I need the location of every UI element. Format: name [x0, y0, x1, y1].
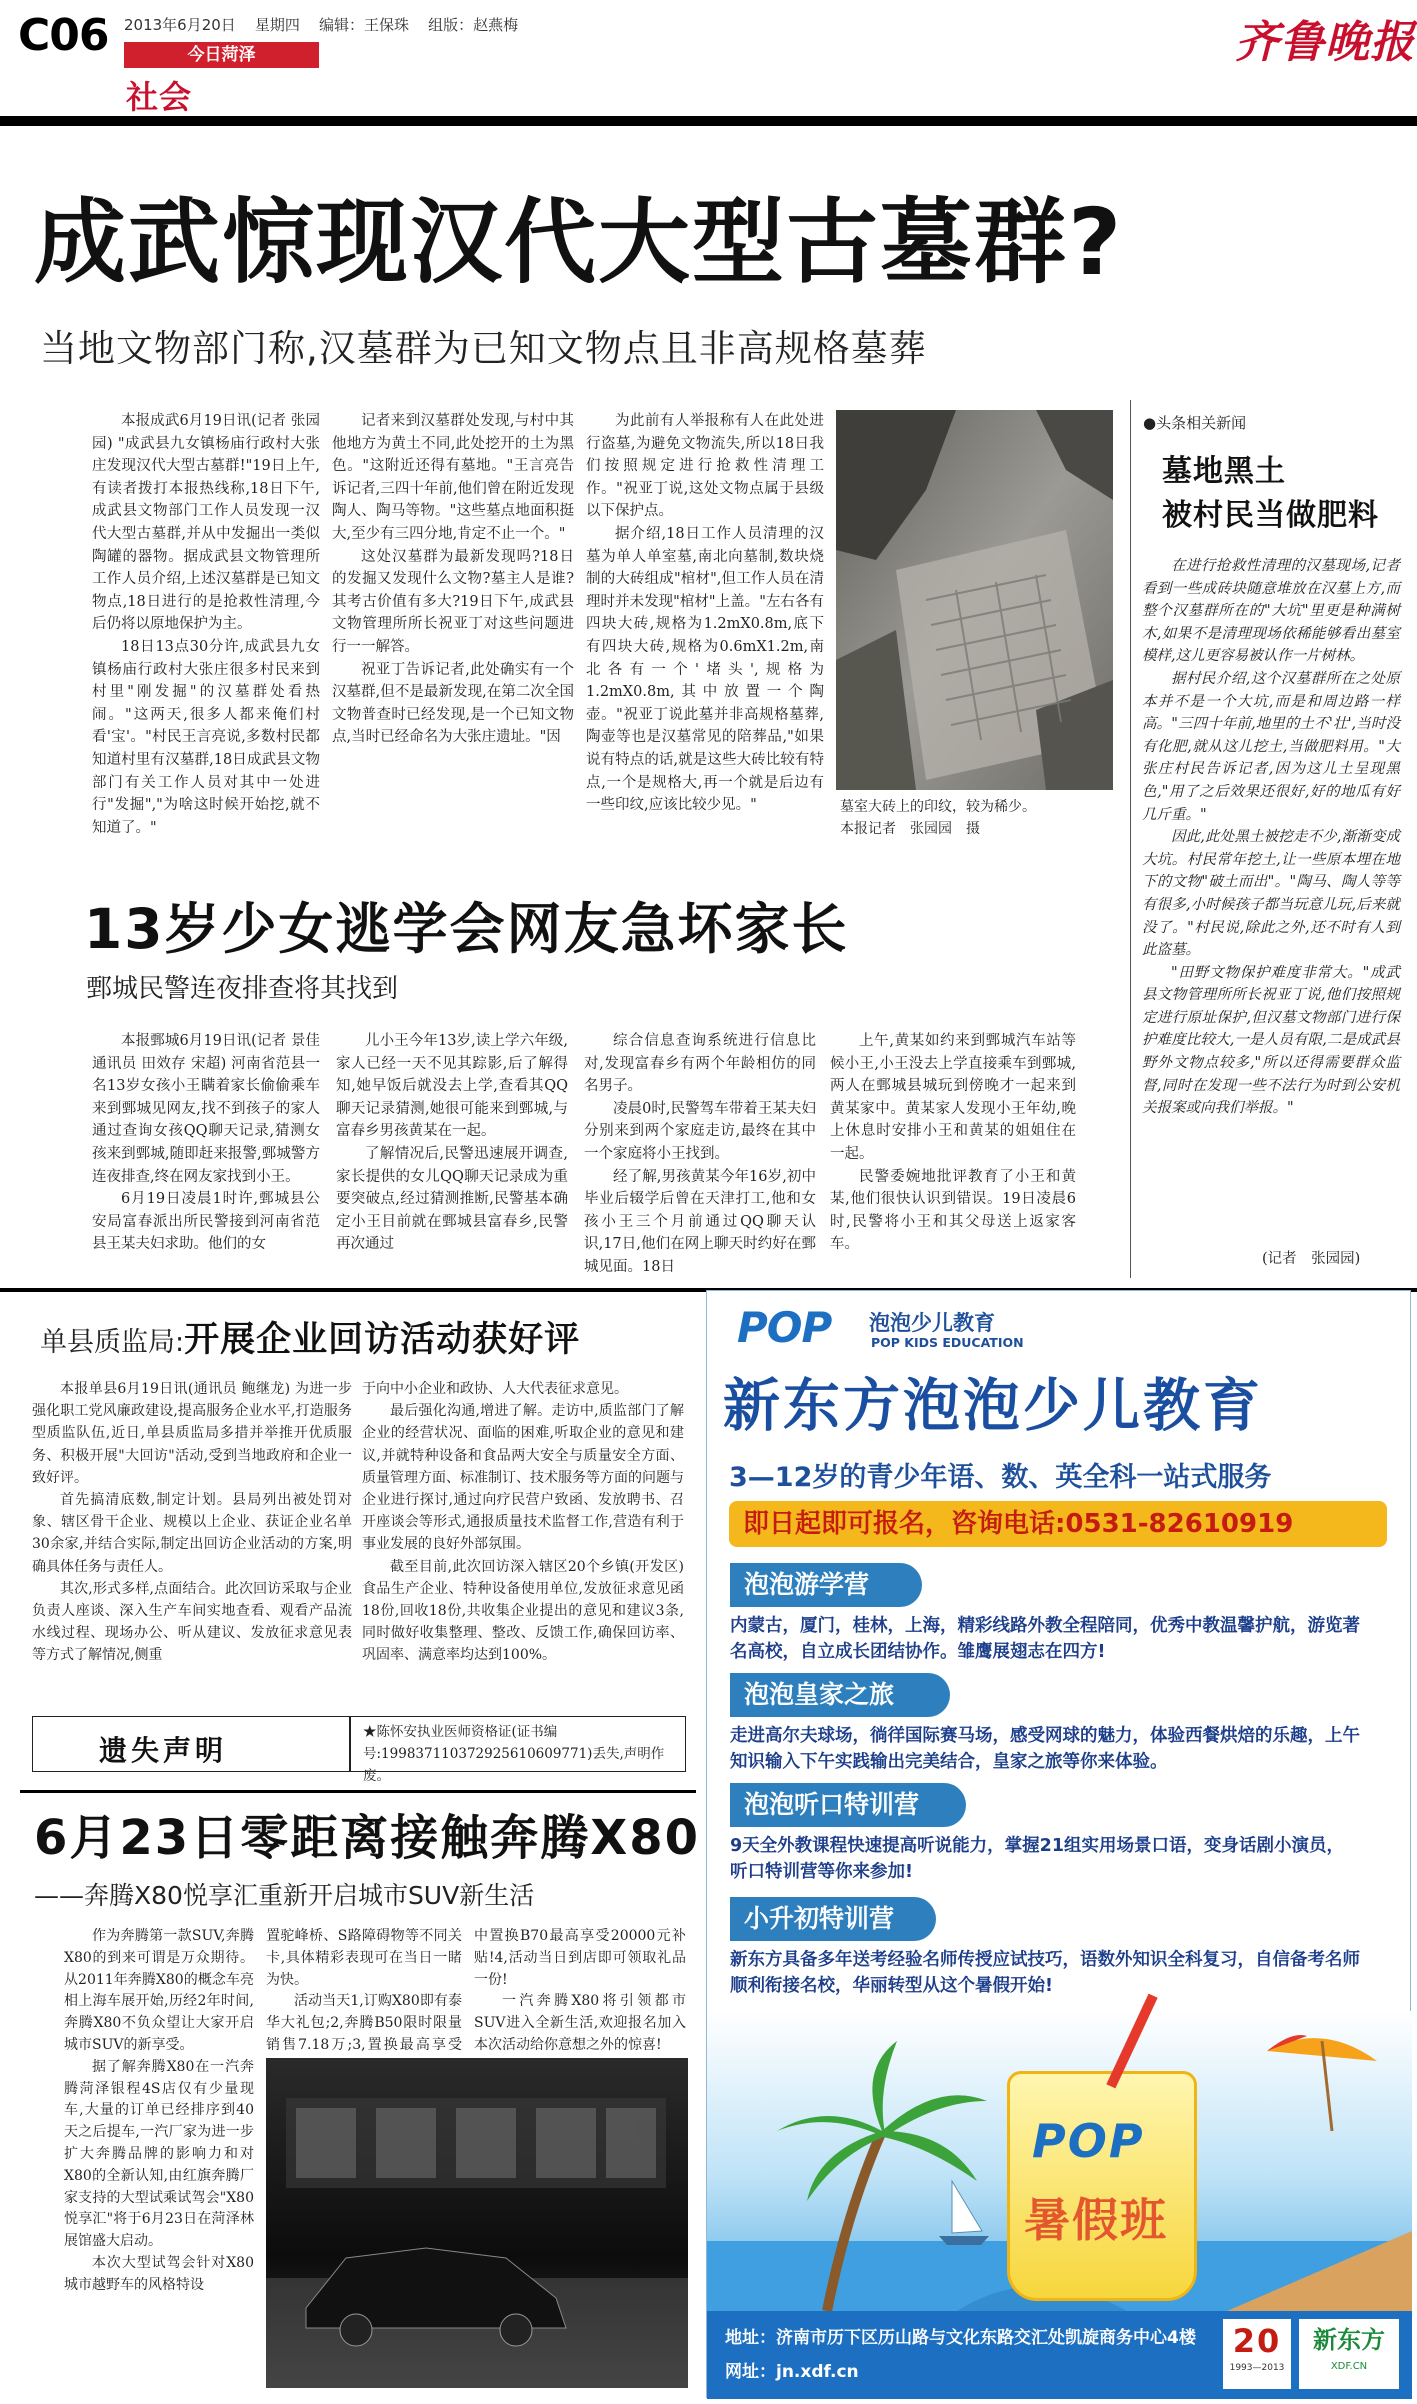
anniversary-badge	[1223, 2319, 1291, 2389]
story4-col2-p1: 置驼峰桥、S路障碍物等不同关卡,具体精彩表现可在当日一睹为快。	[266, 1928, 462, 1988]
summer-cup	[1007, 2071, 1197, 2301]
ad-item-body-2: 走进高尔夫球场，徜徉国际赛马场，感受网球的魅力，体验西餐烘焙的乐趣，上午知识输入下午实践输出完美结合，皇家之旅等你来体验。	[730, 1726, 1360, 1772]
ad-website: 网址：jn.xdf.cn	[725, 2362, 859, 2382]
story3-col2	[362, 1378, 684, 1688]
cup-pop-logo: POP	[1032, 2114, 1145, 2168]
story3-headline	[40, 1312, 580, 1362]
notice-title: 遗失声明	[99, 1734, 228, 1767]
car-showroom-image	[266, 2058, 688, 2388]
ad-brand-cn: 泡泡少儿教育	[869, 1311, 995, 1335]
car-photo	[266, 2058, 688, 2388]
photo-caption: 墓室大砖上的印纹，较为稀少。	[840, 799, 1036, 815]
ad-panel	[706, 1290, 1411, 2398]
story2-col3-p2: 凌晨0时,民警驾车带着王某夫妇分别来到两个家庭走访,最终在其中一个家庭将小王找到。	[584, 1100, 816, 1162]
story2-col3	[584, 1030, 816, 1278]
xdf-logo	[1299, 2319, 1399, 2389]
xdf-logo-text: 新东方	[1313, 2326, 1385, 2354]
sidebar-p3: 因此,此处黑土被挖走不少,渐渐变成大坑。村民常年挖土,让一些原本埋在地下的文物"破土而出"。"陶马、陶人等等有很多,小时候孩子都当玩意儿玩,后来就没了。"村民说,除此之外,还不时有人到此盗墓。	[1142, 829, 1400, 959]
ad-item-body-4: 新东方具备多年送考经验名师传授应试技巧，语数外知识全科复习，自信备考名师顺利衔接名校，华丽转型从这个暑假开始!	[730, 1950, 1360, 1996]
story2-col1	[92, 1030, 320, 1278]
sidebar-rule	[1130, 400, 1131, 1278]
ad-item-title-2: 泡泡皇家之旅	[730, 1673, 950, 1717]
story1-col2	[332, 410, 574, 835]
header-rule	[0, 116, 1417, 126]
ad-footer	[707, 2311, 1412, 2399]
story4-col1	[64, 1926, 254, 2394]
story4-col2-p2: 活动当天1,订购X80即有泰华大礼包;2,奔腾B50限时限量销售7.18万;3,置换最高享受	[266, 1993, 462, 2053]
story3-col2-p2: 最后强化沟通,增进了解。走访中,质监部门了解企业的经营状况、面临的困难,听取企业的意见和建议,并就特种设备和食品两大安全与质量安全方面、质量管理方面、标准制订、技术服务等方面的问题与企业进行探讨,通过向疗民营户致函、发放聘书、召开座谈会等形式,通报质量技术监督工作,营造有利于事业发展的良好外部氛围。	[362, 1403, 684, 1553]
notice-text: ★陈怀安执业医师资格证(证书编号:199837110372925610609771)丢失,声明作废。	[363, 1724, 665, 1784]
ad-item-body-3: 9天全外教课程快速提高听说能力，掌握21组实用场景口语，变身话剧小演员，听口特训营等你来参加!	[730, 1836, 1345, 1882]
story3-kicker: 单县质监局:	[40, 1327, 185, 1358]
ad-title: 新东方泡泡少儿教育	[723, 1373, 1263, 1439]
story2-subtitle: 鄄城民警连夜排查将其找到	[86, 974, 399, 1004]
cup-summer-text: 暑假班	[1024, 2193, 1168, 2247]
story4-col2	[266, 1926, 462, 2053]
story3-col1-p1: 本报单县6月19日讯(通讯员 鲍继龙) 为进一步强化职工党风廉政建设,提高服务企业水平,打造服务型质监队伍,近日,单县质监局多措并举推开优质服务、积极开展"大回访"活动,受到当地政府和企业一致好评。	[32, 1381, 352, 1486]
story2-col4-p1: 上午,黄某如约来到鄄城汽车站等候小王,小王没去上学直接乘车到鄄城,两人在鄄城县城玩到傍晚才一起来到黄某家中。黄某家人发现小王年幼,晚上休息时安排小王和黄某的姐姐住在一起。	[830, 1033, 1076, 1162]
section-name: 社会	[126, 78, 193, 116]
story4-rule	[20, 1790, 696, 1793]
story4-col1-p3: 本次大型试驾会针对X80城市越野车的风格特设	[64, 2254, 254, 2293]
story4-title: 6月23日零距离接触奔腾X80	[34, 1810, 701, 1866]
story2-col2-p2: 了解情况后,民警迅速展开调查,家长提供的女儿QQ聊天记录成为重要突破点,经过猜测推断,民警基本确定小王目前就在鄄城县富春乡,民警再次通过	[336, 1145, 568, 1253]
story1-col1	[92, 410, 320, 835]
story2-col1-p1: 本报鄄城6月19日讯(记者 景佳 通讯员 田效存 宋超) 河南省范县一名13岁女孩小王瞒着家长偷偷乘车来到鄄城见网友,找不到孩子的家人通过查询女孩QQ聊天记录,猜测女孩来到鄄城,随即赶来报警,鄄城警方连夜排查,终在网友家找到小王。	[92, 1033, 320, 1185]
sidebar-kicker-text: 头条相关新闻	[1156, 414, 1247, 432]
ad-tagline: 3—12岁的青少年语、数、英全科一站式服务	[729, 1462, 1272, 1493]
sidebar-p2: 据村民介绍,这个汉墓群所在之处原本并不是一个大坑,而是和周边路一样高。"三四十年前,地里的土不'壮',当时没有化肥,就从这儿挖土,当做肥料用。"大张庄村民告诉记者,因为这儿土呈现黑色,"用了之后效果还很好,好的地瓜有好几斤重。"	[1142, 670, 1400, 823]
header-layout: 组版：赵燕梅	[428, 16, 519, 34]
story3-col1-p3: 其次,形式多样,点面结合。此次回访采取与企业负责人座谈、深入生产车间实地查看、观看产品流水线过程、现场办公、听从建议、发放征求意见表等方式了解情况,侧重	[32, 1580, 352, 1664]
photo-credit: 本报记者 张园园 摄	[840, 821, 980, 837]
story3-col1	[32, 1378, 352, 1688]
story1-col1-p1: 本报成武6月19日讯(记者 张园园) "成武县九女镇杨庙行政村大张庄发现汉代大型古墓群!"19日上午,有读者拨打本报热线称,18日下午,成武县文物部门工作人员发现一汉代大型古墓群,并从中发掘出一类似陶罐的器物。据成武县文物管理所工作人员介绍,上述汉墓群是已知文物点,18日进行的是抢救性清理,今后仍将以原地保护为主。	[92, 413, 320, 633]
header-editor: 编辑：王保珠	[318, 16, 409, 34]
ad-address: 地址：济南市历下区历山路与文化东路交汇处凯旋商务中心4楼	[725, 2328, 1196, 2348]
story2-col3-p1: 综合信息查询系统进行信息比对,发现富春乡有两个年龄相仿的同名男子。	[584, 1033, 816, 1095]
sidebar-kicker: ●头条相关新闻	[1143, 414, 1247, 432]
page-number: C06	[18, 10, 109, 61]
sidebar-byline: (记者 张园园)	[1262, 1251, 1361, 1267]
story3-col2-p3: 截至目前,此次回访深入辖区20个乡镇(开发区)食品生产企业、特种设备使用单位,发放征求意见函18份,回收18份,共收集企业提出的意见和建议3条,同时做好收集整理、整改、反馈工作,确保回访率、巩固率、满意率均达到100%。	[362, 1558, 684, 1664]
story1-col2-p1: 记者来到汉墓群处发现,与村中其他地方为黄土不同,此处挖开的土为黑色。"这附近还得有墓地。"王言亮告诉记者,三四十年前,他们曾在附近发现陶人、陶马等物。"这些墓点地面积挺大,至少有三四分地,肯定不止一个。"	[332, 413, 574, 542]
sidebar-p4: "田野文物保护难度非常大。"成武县文物管理所所长祝亚丁说,他们按照规定进行原址保护,但汉墓文物部门进行保护难度比较大,一是人员有限,二是成武县野外文物点较多,"所以还得需要群众监督,同时在发现一些不法行为时到公安机关报案或向我们举报。"	[1142, 964, 1400, 1117]
story2-col4-p2: 民警委婉地批评教育了小王和黄某,他们很快认识到错误。19日凌晨6时,民警将小王和其父母送上返家客车。	[830, 1168, 1076, 1253]
story4-subtitle: ——奔腾X80悦享汇重新开启城市SUV新生活	[34, 1881, 535, 1910]
ad-item-title-4: 小升初特训营	[730, 1897, 936, 1941]
lost-notice	[32, 1716, 686, 1784]
sidebar-p1: 在进行抢救性清理的汉墓现场,记者看到一些成砖块随意堆放在汉墓上方,而整个汉墓群所在的"大坑"里更是种满树木,如果不是清理现场依稀能够看出墓室模样,这儿更容易被认作一片树林。	[1142, 558, 1400, 665]
story4-col3-p2: 一汽奔腾X80将引领都市SUV进入全新生活,欢迎报名加入本次活动给你意想之外的惊喜!	[474, 1993, 686, 2053]
paper-name: 齐鲁晚报	[1235, 17, 1415, 68]
pop-logo: POP	[737, 1303, 832, 1352]
story3-col2-p1: 于向中小企业和政协、人大代表征求意见。	[362, 1381, 628, 1397]
story4-col3-p1: 中置换B70最高享受20000元补贴!4,活动当日到店即可领取礼品一份!	[474, 1928, 686, 1988]
ad-item-title-1: 泡泡游学营	[730, 1563, 922, 1607]
story4-col1-p1: 作为奔腾第一款SUV,奔腾X80的到来可谓是万众期待。从2011年奔腾X80的概念车亮相上海车展开始,历经2年时间,奔腾X80不负众望让大家开启城市SUV的新享受。	[64, 1928, 254, 2053]
anniversary-number: 20	[1232, 2322, 1282, 2360]
anniversary-years: 1993—2013	[1229, 2363, 1285, 2373]
notice-divider	[349, 1717, 351, 1771]
ad-brand-en: POP KIDS EDUCATION	[871, 1335, 1024, 1350]
story4-col1-p2: 据了解奔腾X80在一汽奔腾菏泽银程4S店仅有少量现车,大量的订单已经排序到40天之后提车,一汽厂家为进一步扩大奔腾品牌的影响力和对X80的全新认知,由红旗奔腾厂家支持的大型试乘试驾会"X80悦享汇"将于6月23日在菏泽林展馆盛大启动。	[64, 2058, 254, 2250]
header-meta	[124, 14, 518, 35]
story2-col2	[336, 1030, 568, 1278]
story2-col1-p2: 6月19日凌晨1时许,鄄城县公安局富春派出所民警接到河南省范县王某夫妇求助。他们的女	[92, 1191, 320, 1253]
story1-col3-p2: 据介绍,18日工作人员清理的汉墓为单人单室墓,南北向墓制,数块烧制的大砖组成"棺材",但工作人员在清理时并未发现"棺材"上盖。"左右各有四块大砖,规格为1.2mX0.8m,底下有四块大砖,规格为0.6mX1.2m,南北各有一个'堵头',规格为1.2mX0.8m,其中放置一个陶壶。"祝亚丁说此墓并非高规格墓葬,陶壶等也是汉墓常见的陪葬品,"如果说有特点的话,就是这些大砖比较有特点,一个是规格大,再一个就是后边有一些印纹,应该比较少见。"	[586, 525, 824, 814]
sidebar-title: 墓地黑土 被村民当做肥料	[1162, 454, 1379, 533]
story2-title: 13岁少女逃学会网友急坏家长	[84, 897, 849, 961]
story1-col3	[586, 410, 824, 835]
story1-col2-p3: 祝亚丁告诉记者,此处确实有一个汉墓群,但不是最新发现,在第二次全国文物普查时已经发现,是一个已知文物点,当时已经命名为大张庄遗址。"因	[332, 661, 574, 746]
header-weekday: 星期四	[254, 16, 300, 34]
ad-item-title-3: 泡泡听口特训营	[730, 1783, 966, 1827]
ad-item-body-1: 内蒙古，厦门，桂林，上海，精彩线路外教全程陪同，优秀中教温馨护航，游览著名高校，自立成长团结协作。雏鹰展翅志在四方!	[730, 1616, 1360, 1662]
ad-phone-banner: 即日起即可报名，咨询电话:0531-82610919	[729, 1501, 1387, 1547]
story1-photo	[836, 410, 1113, 790]
story1-title: 成武惊现汉代大型古墓群?	[34, 189, 1124, 296]
tomb-brick-photo	[836, 410, 1113, 790]
section-tag: 今日菏泽	[124, 42, 319, 68]
story1-subtitle: 当地文物部门称,汉墓群为已知文物点且非高规格墓葬	[40, 327, 927, 370]
story1-col2-p2: 这处汉墓群为最新发现吗?18日的发掘又发现什么文物?墓主人是谁?其考古价值有多大?19日下午,成武县文物管理所所长祝亚丁对这些问题进行一一解答。	[332, 548, 574, 655]
story2-col4	[830, 1030, 1076, 1278]
story3-col1-p2: 首先搞清底数,制定计划。县局列出被处罚对象、辖区骨干企业、规模以上企业、获证企业名单30余家,并结合实际,制定出回访企业活动的方案,明确具体任务与责任人。	[32, 1492, 352, 1575]
story2-col2-p1: 儿小王今年13岁,读上学六年级,家人已经一天不见其踪影,后了解得知,她早饭后就没去上学,查看其QQ聊天记录猜测,她很可能来到鄄城,与富春乡男孩黄某在一起。	[336, 1033, 568, 1140]
xdf-logo-sub: XDF.CN	[1330, 2361, 1368, 2372]
sidebar-body	[1142, 555, 1400, 1255]
header-date: 2013年6月20日	[124, 16, 236, 34]
story2-col3-p3: 经了解,男孩黄某今年16岁,初中毕业后辍学后曾在天津打工,他和女孩小王三个月前通过QQ聊天认识,17日,他们在网上聊天时约好在鄄城见面。18日	[584, 1168, 816, 1275]
story1-col1-p2: 18日13点30分许,成武县九女镇杨庙行政村大张庄很多村民来到村里"刚发掘"的汉墓群处看热闹。"这两天,很多人都来俺们村看'宝'。"村民王言亮说,多数村民都知道村里有汉墓群,18日成武县文物部门有关工作人员对其中一处进行"发掘","为啥这时候开始挖,就不知道了。"	[92, 638, 320, 836]
story3-title: 开展企业回访活动获好评	[184, 1320, 581, 1360]
story4-col3	[474, 1926, 686, 2053]
story1-col3-p1: 为此前有人举报称有人在此处进行盗墓,为避免文物流失,所以18日我们按照规定进行抢救性清理工作。"祝亚丁说,这处文物点属于县级以下保护点。	[586, 413, 824, 520]
